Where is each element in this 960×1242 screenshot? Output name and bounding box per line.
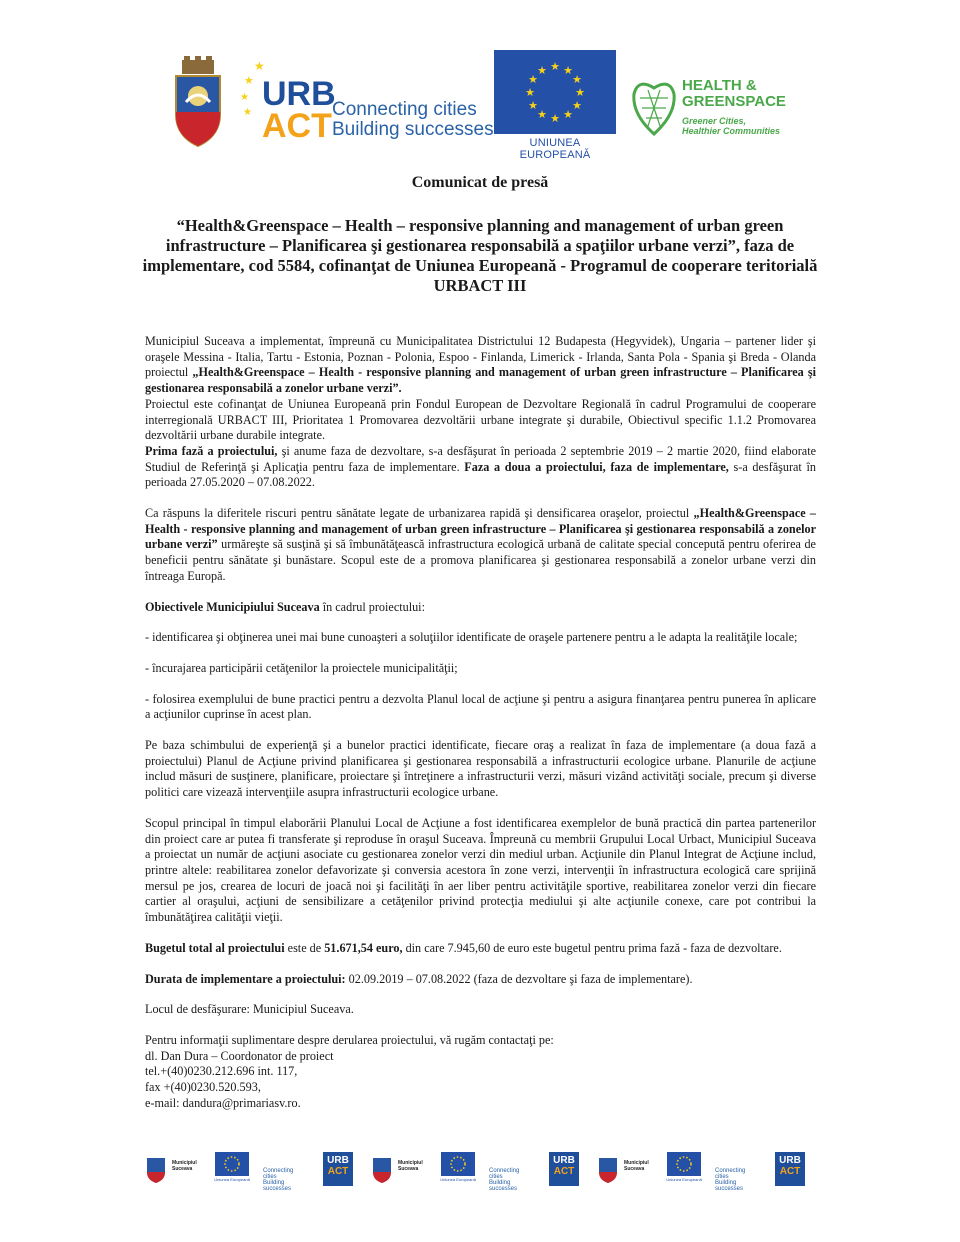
paragraph-objectives xyxy=(145,600,816,616)
contact-email: e-mail: dandura@primariasv.ro. xyxy=(145,1095,301,1110)
footer-slogan-2: Building successes xyxy=(715,1180,744,1192)
footer-slogan-2: Building successes xyxy=(489,1180,518,1192)
document-body xyxy=(145,334,816,1111)
svg-text:★: ★ xyxy=(563,64,573,77)
footer-eu-flag xyxy=(667,1152,701,1176)
footer-muni-line-2: Suceava xyxy=(398,1166,419,1172)
slogan-line-2: Building successes xyxy=(332,119,494,140)
footer-urb: URB xyxy=(553,1155,575,1166)
slogan-line-1: Connecting cities xyxy=(332,99,477,120)
paragraph-funding: Proiectul este cofinanţat de Uniunea Europeană prin Fondul European de Dezvoltare Regională în cadrul Programului de cooperare interregională URBACT III, Prioritatea 1 Promovarea dezvoltării urbane integrate şi durabile, Obiectivul specific 1.1.2 Promovarea dezvoltării urbane durabile integrate. xyxy=(145,396,816,443)
footer-slogan xyxy=(715,1168,745,1192)
footer-act: ACT xyxy=(553,1166,575,1177)
paragraph-duration xyxy=(145,972,816,988)
purpose-text-c: urmăreşte să susţină şi să îmbunătăţească infrastructura ecologică urbană de calitate special concepută pentru oferirea de beneficii pentru sănătate şi bunăstare. Scopul este de a promova planificarea şi gestionarea responsabilă a zonelor urbane verzi din întreaga Europă. xyxy=(145,537,816,583)
phase-one-label: Prima fază a proiectului, xyxy=(145,443,278,458)
eu-label: UNIUNEA EUROPEANĂ xyxy=(519,137,591,161)
svg-text:★: ★ xyxy=(240,92,249,103)
phase-two-text: s-a desfăşurat în perioada 27.05.2020 – 07.08.2022. xyxy=(145,459,816,490)
contact-intro: Pentru informaţii suplimentare despre derularea proiectului, vă rugăm contactaţi pe: xyxy=(145,1032,554,1047)
contact-phone: tel.+(40)0230.212.696 int. 117, xyxy=(145,1064,298,1079)
svg-text:★: ★ xyxy=(550,60,560,73)
svg-text:★: ★ xyxy=(525,86,535,99)
intro-project-name: „Health&Greenspace – Health - responsive planning and management of urban green infrastructure – Planificarea şi gestionarea responsabilă a zonelor urbane verzi”. xyxy=(145,365,816,396)
footer-act: ACT xyxy=(779,1166,801,1177)
svg-text:★: ★ xyxy=(254,59,265,73)
suceava-crest-icon xyxy=(371,1154,393,1184)
footer-muni-label xyxy=(172,1160,197,1172)
svg-text:★: ★ xyxy=(528,99,538,112)
bullet-item-2: - încurajarea participării cetăţenilor la proiectele municipalităţii; xyxy=(145,660,458,675)
hg-sub-line-2: Healthier Communities xyxy=(682,126,781,136)
purpose-project-name: „Health&Greenspace – Health - responsive planning and management of urban green infrastructure – Planificarea şi gestionarea responsabilă a zonelor urbane verzi” xyxy=(145,506,816,552)
footer-muni-line-1: Municipiul xyxy=(624,1160,649,1166)
svg-text:★: ★ xyxy=(572,73,582,86)
footer-eu-flag xyxy=(215,1152,249,1176)
footer-muni-line-2: Suceava xyxy=(172,1166,193,1172)
eu-stars-icon xyxy=(667,1152,701,1176)
eu-flag-logo xyxy=(494,50,616,161)
eu-stars-icon xyxy=(215,1152,249,1176)
eu-flag xyxy=(494,50,616,134)
footer-slogan-1: Connecting cities xyxy=(715,1168,746,1180)
svg-text:★: ★ xyxy=(563,108,573,121)
paragraph-purpose xyxy=(145,506,816,585)
footer-muni-line-2: Suceava xyxy=(624,1166,645,1172)
paragraph-location: Locul de desfăşurare: Municipiul Suceava. xyxy=(145,1002,354,1017)
svg-text:★: ★ xyxy=(243,107,252,118)
footer-urbact-logo xyxy=(549,1152,579,1186)
footer-slogan xyxy=(263,1168,293,1192)
svg-text:★: ★ xyxy=(550,112,560,125)
svg-text:★: ★ xyxy=(528,73,538,86)
svg-text:★: ★ xyxy=(537,64,547,77)
urbact-urb: URB xyxy=(262,75,336,113)
footer-slogan-1: Connecting cities xyxy=(489,1168,520,1180)
header-logos xyxy=(160,48,800,161)
paragraph-intro xyxy=(145,334,816,397)
svg-text:★: ★ xyxy=(244,74,254,87)
footer-muni-line-1: Municipiul xyxy=(398,1160,423,1166)
intro-text: Municipiul Suceava a implementat, împreună cu Municipalitatea Districtului 12 Budapesta (Hegyvidek), Ungaria – partener lider şi oraşele Messina - Italia, Tartu - Estonia, Poznan - Polonia, Espoo - Finlanda, Limerick - Irlanda, Santa Pola - Spania şi Breda - Olanda proiectul xyxy=(145,334,816,380)
suceava-crest-logo xyxy=(168,56,228,148)
urbact-logo xyxy=(240,58,336,145)
hg-title-line-2: GREENSPACE xyxy=(682,93,786,110)
footer-act: ACT xyxy=(327,1166,349,1177)
footer-urbact-logo xyxy=(775,1152,805,1186)
footer-muni-label xyxy=(624,1160,649,1172)
bullet-item-1: - identificarea şi obţinerea unei mai bune cunoaşteri a soluţiilor identificate de oraşele partenere pentru a le adapta la realităţile locale; xyxy=(145,630,798,645)
eu-stars-icon xyxy=(494,50,616,134)
leaf-heart-icon xyxy=(630,74,678,138)
footer-slogan-2: Building successes xyxy=(263,1180,292,1192)
footer-eu-flag xyxy=(441,1152,475,1176)
footer-muni-line-1: Municipiul xyxy=(172,1160,197,1166)
health-greenspace-logo xyxy=(630,74,800,154)
budget-label: Bugetul total al proiectului xyxy=(145,940,285,955)
footer-eu-label: Uniunea Europeană xyxy=(214,1177,250,1182)
eu-stars-icon xyxy=(441,1152,475,1176)
footer-urbact-logo xyxy=(323,1152,353,1186)
paragraph-main-goal: Scopul principal în timpul elaborării Planului Local de Acţiune a fost identificarea exemplelor de bună practică din partea partenerilor din proiect care ar putea fi transferate şi reproduse în oraşul Suceava. Împreună cu membrii Grupului Local Urbact, Municipiul Suceava a proiectat un număr de acţiuni asociate cu gestionarea zonelor verzi din mediul urban. Acţiunile din Planul Integrat de Acţiune includ, printre altele: reabilitarea zonelor defavorizate şi conversia acestora în zone verzi, intervenţii în infrastructura ecologică care sprijină mersul pe jos, crearea de locuri de joacă noi şi facilităţi în aer liber pentru activităţile sportive, reabilitarea zonelor verzi din fiecare cartier al oraşului, acţiuni de sensibilizare a cetăţenilor privind protecţia mediului şi alte acţiunile conexe, care pot contribui la îmbunătăţirea calităţii vieţii. xyxy=(145,815,816,925)
paragraph-phases xyxy=(145,444,816,491)
press-release-title: Comunicat de presă xyxy=(411,174,549,191)
duration-label: Durata de implementare a proiectului: xyxy=(145,971,346,986)
suceava-crest-icon xyxy=(145,1154,167,1184)
contact-name: dl. Dan Dura – Coordonator de proiect xyxy=(145,1048,334,1063)
paragraph-budget xyxy=(145,941,816,957)
connecting-cities-slogan xyxy=(332,100,494,140)
hg-subtitle xyxy=(682,116,780,136)
bullet-item-3: - folosirea exemplului de bune practici pentru a dezvolta Planul local de acţiune şi pentru a asigura finanţarea pentru punerea în aplicare a acţiunilor cuprinse în acest plan. xyxy=(145,691,816,722)
duration-text: 02.09.2019 – 07.08.2022 (faza de dezvoltare şi faza de implementare). xyxy=(345,971,693,986)
objectives-text: în cadrul proiectului: xyxy=(319,599,425,614)
budget-text-d: din care 7.945,60 de euro este bugetul pentru prima fază - faza de dezvoltare. xyxy=(402,940,782,955)
paragraph-action-plan: Pe baza schimbului de experienţă şi a bunelor practici identificate, fiecare oraş a realizat în faza de implementare (a doua fază a proiectului) Planul de Acţiune privind planificarea şi gestionarea responsabilă a infrastructurii ecologice urbane. Planurile de acţiune includ măsuri de susţinere, planificare, proiectare şi întreţinere a infrastructurii verzi, măsuri vizând activităţi sociale, precum şi diverse politici care vizează intervenţiile asupra infrastructurii ecologice urbane. xyxy=(145,738,816,800)
purpose-text-a: Ca răspuns la diferitele riscuri pentru sănătate legate de urbanizarea rapidă şi densificarea oraşelor, proiectul xyxy=(145,506,694,521)
contact-fax: fax +(40)0230.520.593, xyxy=(145,1080,261,1095)
footer-eu-label: Uniunea Europeană xyxy=(666,1177,702,1182)
urbact-act: ACT xyxy=(262,107,332,145)
footer-slogan xyxy=(489,1168,519,1192)
objectives-label: Obiectivele Municipiului Suceava xyxy=(145,599,320,614)
footer-eu-label: Uniunea Europeană xyxy=(440,1177,476,1182)
suceava-crest-icon xyxy=(597,1154,619,1184)
footer-muni-label xyxy=(398,1160,423,1172)
hg-sub-line-1: Greener Cities, xyxy=(682,116,747,126)
svg-text:★: ★ xyxy=(537,108,547,121)
footer-urb: URB xyxy=(327,1155,349,1166)
headline: “Health&Greenspace – Health – responsive planning and management of urban green infrastructure – Planificarea şi gestionarea responsabilă a spaţiilor urbane verzi”, faza de implementare, cod 5584, cofinanţat de Uniunea Europeană - Programul de cooperare teritorială URBACT III xyxy=(142,216,818,295)
footer-urb: URB xyxy=(779,1155,801,1166)
phase-one-text: şi anume faza de dezvoltare, s-a desfăşurat în perioada 2 septembrie 2019 – 2 martie 2020, fiind elaborate Studiul de Referinţă şi Aplicaţia pentru faza de implementare. xyxy=(145,443,816,474)
svg-text:★: ★ xyxy=(575,86,585,99)
footer-slogan-1: Connecting cities xyxy=(263,1168,294,1180)
budget-amount: 51.671,54 euro, xyxy=(324,940,403,955)
budget-text-b: este de xyxy=(284,940,325,955)
footer-logo-strip xyxy=(145,1150,817,1190)
hg-title xyxy=(682,78,786,110)
svg-text:★: ★ xyxy=(572,99,582,112)
phase-two-label: Faza a doua a proiectului, faza de implementare, xyxy=(464,459,729,474)
hg-title-line-1: HEALTH & xyxy=(682,77,757,94)
